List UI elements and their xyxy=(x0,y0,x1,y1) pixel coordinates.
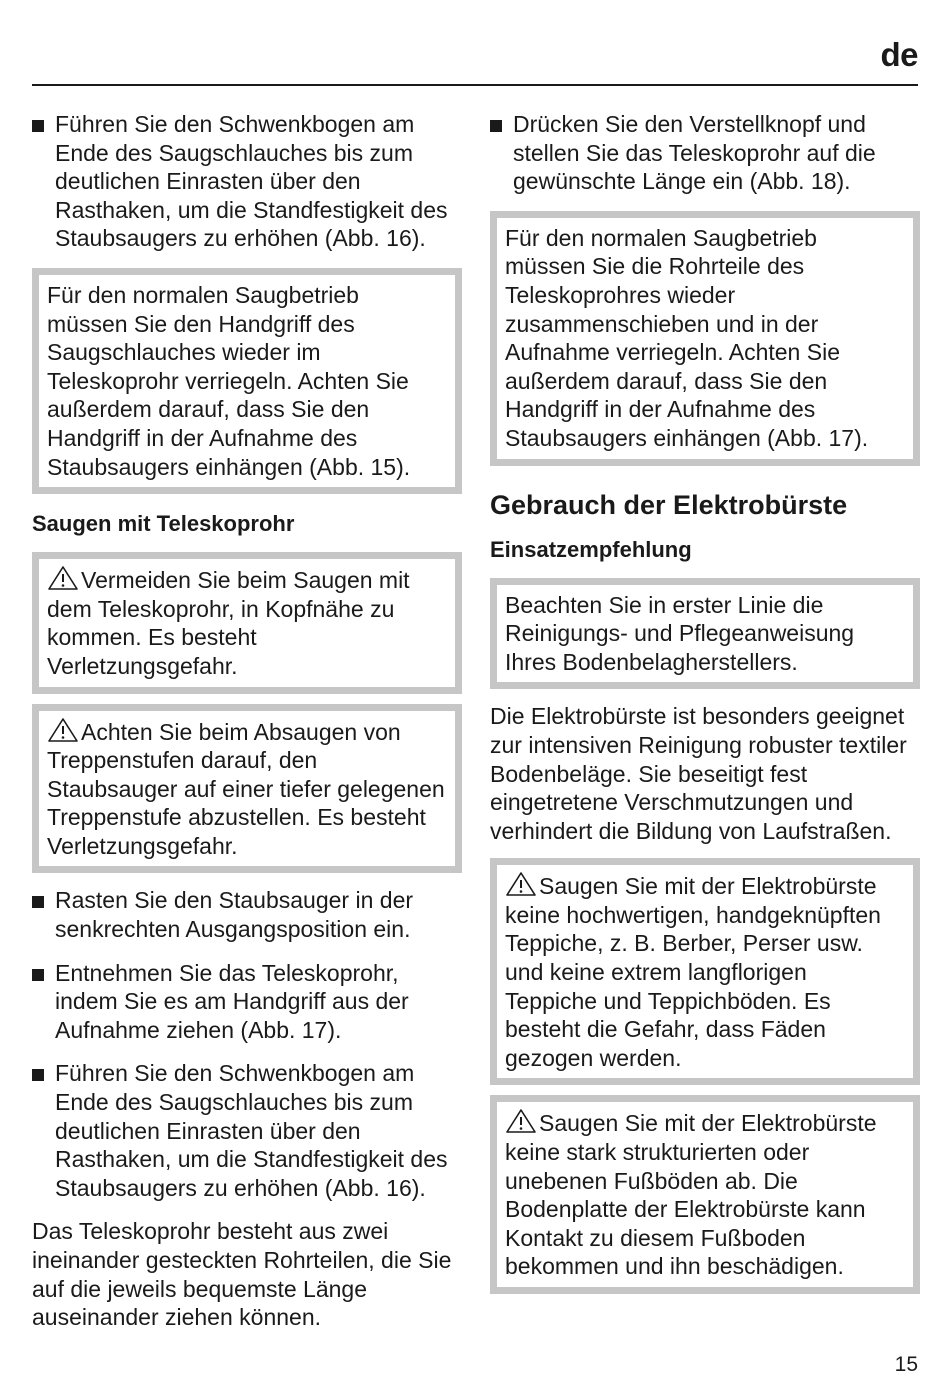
right-column xyxy=(490,110,920,1304)
bullet-text: Führen Sie den Schwenkbogen am Ende des Saugschlauches bis zum deutlichen Einrasten über den Rasthaken, um die Standfestigkeit des Staubsaugers zu erhöhen (Abb. 16). xyxy=(55,111,448,252)
bullet-item xyxy=(490,110,920,196)
note-box xyxy=(490,578,920,690)
bullet-item xyxy=(32,110,462,253)
bullet-item xyxy=(32,886,462,943)
warning-triangle-icon xyxy=(47,717,79,743)
warning-box xyxy=(490,858,920,1085)
warning-box xyxy=(32,552,462,693)
warning-box xyxy=(32,704,462,874)
page-number: 15 xyxy=(894,1353,918,1376)
warning-paragraph xyxy=(47,717,445,861)
warning-triangle-icon xyxy=(47,565,79,591)
bullet-text: Drücken Sie den Verstellknopf und stellen Sie das Teleskoprohr auf die gewünschte Länge ein (Abb. 18). xyxy=(513,111,876,195)
header-rule xyxy=(32,84,918,86)
bullet-text: Führen Sie den Schwenkbogen am Ende des Saugschlauches bis zum deutlichen Einrasten über den Rasthaken, um die Standfestigkeit des Staubsaugers zu erhöhen (Abb. 16). xyxy=(55,1060,448,1201)
bullet-item xyxy=(32,959,462,1045)
warning-text: Vermeiden Sie beim Saugen mit dem Teleskoprohr, in Kopfnähe zu kommen. Es besteht Verletzungsgefahr. xyxy=(47,567,410,679)
left-column xyxy=(32,110,462,1345)
note-text: Beachten Sie in erster Linie die Reinigungs- und Pflegeanweisung Ihres Bodenbelagherstellers. xyxy=(505,591,855,675)
body-paragraph: Das Teleskoprohr besteht aus zwei ineinander gesteckten Rohrteilen, die Sie auf die jeweils bequemste Länge auseinander ziehen können. xyxy=(32,1218,452,1331)
bullet-square-icon xyxy=(490,120,502,132)
section-title: Gebrauch der Elektrobürste xyxy=(490,489,848,520)
bullet-square-icon xyxy=(32,120,44,132)
body-paragraph: Die Elektrobürste ist besonders geeignet zur intensiven Reinigung robuster textiler Bodenbeläge. Sie beseitigt fest eingetretene Verschmutzungen und verhindert die Bildung von Laufstraßen. xyxy=(490,703,907,844)
warning-text: Saugen Sie mit der Elektrobürste keine hochwertigen, handgeknüpften Teppiche, z. B. Berber, Perser usw. und keine extrem langflorigen Teppiche und Teppichböden. Es besteht die Gefahr, dass Fäden gezogen werden. xyxy=(505,873,881,1071)
bullet-square-icon xyxy=(32,969,44,981)
warning-text: Achten Sie beim Absaugen von Treppenstufen darauf, den Staubsauger auf einer tiefer gelegenen Treppenstufe abzustellen. Es besteht Verletzungsgefahr. xyxy=(47,718,445,859)
note-text: Für den normalen Saugbetrieb müssen Sie den Handgriff des Saugschlauches wieder im Teleskoprohr verriegeln. Achten Sie außerdem darauf, dass Sie den Handgriff in der Aufnahme des Staubsaugers einhängen (Abb. 15). xyxy=(47,281,411,480)
warning-text: Saugen Sie mit der Elektrobürste keine stark strukturierten oder unebenen Fußböden ab. Die Bodenplatte der Elektrobürste kann Kontakt zu diesem Fußboden bekommen und ihn beschädigen. xyxy=(505,1110,877,1280)
bullet-square-icon xyxy=(32,896,44,908)
bullet-text: Rasten Sie den Staubsauger in der senkrechten Ausgangsposition ein. xyxy=(55,887,414,943)
bullet-square-icon xyxy=(32,1069,44,1081)
note-box xyxy=(490,211,920,466)
section-heading: Saugen mit Teleskoprohr xyxy=(32,511,295,537)
note-text: Für den normalen Saugbetrieb müssen Sie die Rohrteile des Teleskoprohres wieder zusammenschieben und in der Aufnahme verriegeln. Achten Sie außerdem darauf, dass Sie den Handgriff in der Aufnahme des Staubsaugers einhängen (Abb. 17). xyxy=(505,224,869,451)
warning-box xyxy=(490,1095,920,1294)
warning-paragraph xyxy=(505,871,903,1072)
language-code: de xyxy=(880,36,918,73)
warning-paragraph xyxy=(505,1108,903,1281)
warning-triangle-icon xyxy=(505,871,537,897)
section-heading: Einsatzempfehlung xyxy=(490,536,692,562)
warning-paragraph xyxy=(47,565,445,680)
bullet-item xyxy=(32,1059,462,1202)
note-box xyxy=(32,268,462,494)
warning-triangle-icon xyxy=(505,1108,537,1134)
bullet-text: Entnehmen Sie das Teleskoprohr, indem Sie es am Handgriff aus der Aufnahme ziehen (Abb. 17). xyxy=(55,959,409,1043)
